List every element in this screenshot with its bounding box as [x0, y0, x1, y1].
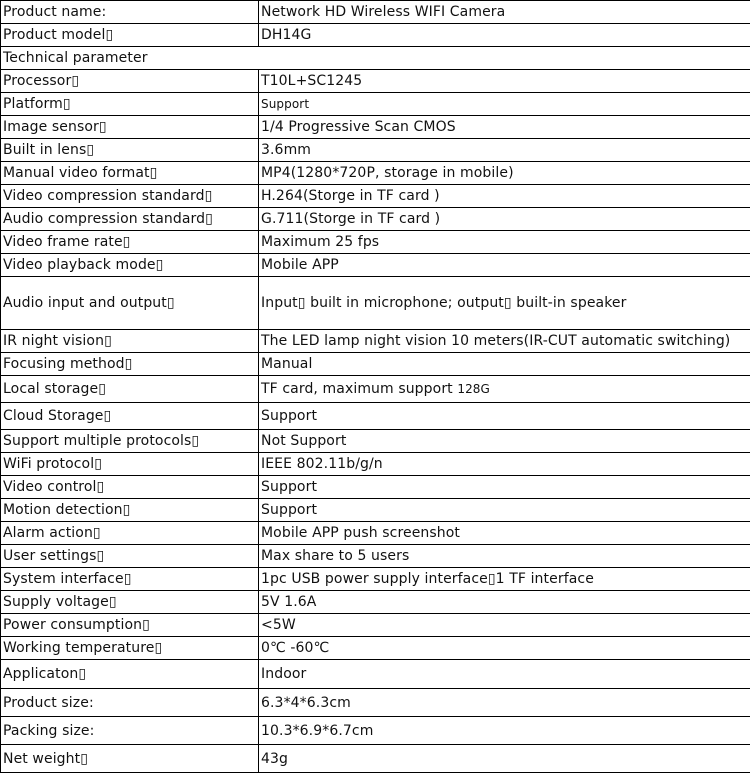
- spec-value: 5V 1.6A: [259, 591, 750, 614]
- spec-label: Video frame rate▯: [1, 231, 259, 254]
- table-row: [1, 116, 750, 139]
- table-row: [1, 689, 750, 717]
- table-row: [1, 499, 750, 522]
- table-row: [1, 522, 750, 545]
- spec-value: Input▯ built in microphone; output▯ built-in speaker: [259, 277, 750, 330]
- spec-value: H.264(Storge in TF card ): [259, 185, 750, 208]
- spec-label: Built in lens▯: [1, 139, 259, 162]
- table-row: [1, 637, 750, 660]
- spec-value: MP4(1280*720P, storage in mobile): [259, 162, 750, 185]
- spec-value: Maximum 25 fps: [259, 231, 750, 254]
- spec-value: 10.3*6.9*6.7cm: [259, 717, 750, 745]
- table-row: [1, 277, 750, 330]
- spec-value: [259, 376, 750, 403]
- spec-value: Support: [259, 499, 750, 522]
- spec-value: <5W: [259, 614, 750, 637]
- spec-label: Platform▯: [1, 93, 259, 116]
- spec-value: 1/4 Progressive Scan CMOS: [259, 116, 750, 139]
- spec-label: Cloud Storage▯: [1, 403, 259, 430]
- spec-value: Indoor: [259, 660, 750, 689]
- spec-label: System interface▯: [1, 568, 259, 591]
- spec-label: Manual video format▯: [1, 162, 259, 185]
- spec-value-text: TF card, maximum support: [261, 381, 457, 397]
- spec-label: Video compression standard▯: [1, 185, 259, 208]
- spec-label: Product name:: [1, 1, 259, 24]
- table-row: [1, 717, 750, 745]
- spec-value: Mobile APP push screenshot: [259, 522, 750, 545]
- spec-label: Audio compression standard▯: [1, 208, 259, 231]
- spec-value: Mobile APP: [259, 254, 750, 277]
- table-row: [1, 430, 750, 453]
- spec-value: DH14G: [259, 24, 750, 47]
- spec-label: Working temperature▯: [1, 637, 259, 660]
- table-row: [1, 614, 750, 637]
- spec-value: Manual: [259, 353, 750, 376]
- table-row: [1, 1, 750, 24]
- table-row: [1, 139, 750, 162]
- spec-value: G.711(Storge in TF card ): [259, 208, 750, 231]
- spec-label: Supply voltage▯: [1, 591, 259, 614]
- spec-value: 3.6mm: [259, 139, 750, 162]
- table-row: [1, 208, 750, 231]
- spec-value: Support: [259, 403, 750, 430]
- table-row: [1, 545, 750, 568]
- table-row: [1, 568, 750, 591]
- spec-label: Focusing method▯: [1, 353, 259, 376]
- spec-label: User settings▯: [1, 545, 259, 568]
- table-row: [1, 93, 750, 116]
- spec-label: Power consumption▯: [1, 614, 259, 637]
- spec-label: Product size:: [1, 689, 259, 717]
- spec-value: Support: [259, 93, 750, 116]
- table-row: [1, 591, 750, 614]
- spec-value: Network HD Wireless WIFI Camera: [259, 1, 750, 24]
- spec-value: 6.3*4*6.3cm: [259, 689, 750, 717]
- table-row: [1, 162, 750, 185]
- spec-label: Packing size:: [1, 717, 259, 745]
- spec-value: The LED lamp night vision 10 meters(IR-CUT automatic switching): [259, 330, 750, 353]
- spec-label: IR night vision▯: [1, 330, 259, 353]
- section-header: Technical parameter: [1, 47, 750, 70]
- spec-label: Audio input and output▯: [1, 277, 259, 330]
- table-row: [1, 231, 750, 254]
- spec-label: Video playback mode▯: [1, 254, 259, 277]
- table-row: [1, 24, 750, 47]
- table-row: [1, 330, 750, 353]
- spec-value: Support: [259, 476, 750, 499]
- table-row: [1, 403, 750, 430]
- spec-value: Max share to 5 users: [259, 545, 750, 568]
- spec-value: Not Support: [259, 430, 750, 453]
- table-row: [1, 353, 750, 376]
- section-header-row: [1, 47, 750, 70]
- spec-value-suffix: 128G: [457, 382, 490, 396]
- spec-label: Motion detection▯: [1, 499, 259, 522]
- table-row: [1, 185, 750, 208]
- spec-label: Image sensor▯: [1, 116, 259, 139]
- spec-value: 43g: [259, 745, 750, 773]
- spec-label: Product model▯: [1, 24, 259, 47]
- spec-label: Applicaton▯: [1, 660, 259, 689]
- spec-label: Alarm action▯: [1, 522, 259, 545]
- spec-value: 1pc USB power supply interface▯1 TF interface: [259, 568, 750, 591]
- spec-label: WiFi protocol▯: [1, 453, 259, 476]
- spec-label: Local storage▯: [1, 376, 259, 403]
- spec-value: 0℃ -60℃: [259, 637, 750, 660]
- table-row: [1, 254, 750, 277]
- spec-label: Net weight▯: [1, 745, 259, 773]
- table-row: [1, 660, 750, 689]
- spec-value: IEEE 802.11b/g/n: [259, 453, 750, 476]
- spec-label: Video control▯: [1, 476, 259, 499]
- table-row: [1, 745, 750, 773]
- spec-value: T10L+SC1245: [259, 70, 750, 93]
- spec-label: Processor▯: [1, 70, 259, 93]
- table-row: [1, 70, 750, 93]
- table-row: [1, 476, 750, 499]
- table-row: [1, 453, 750, 476]
- spec-label: Support multiple protocols▯: [1, 430, 259, 453]
- table-row: [1, 376, 750, 403]
